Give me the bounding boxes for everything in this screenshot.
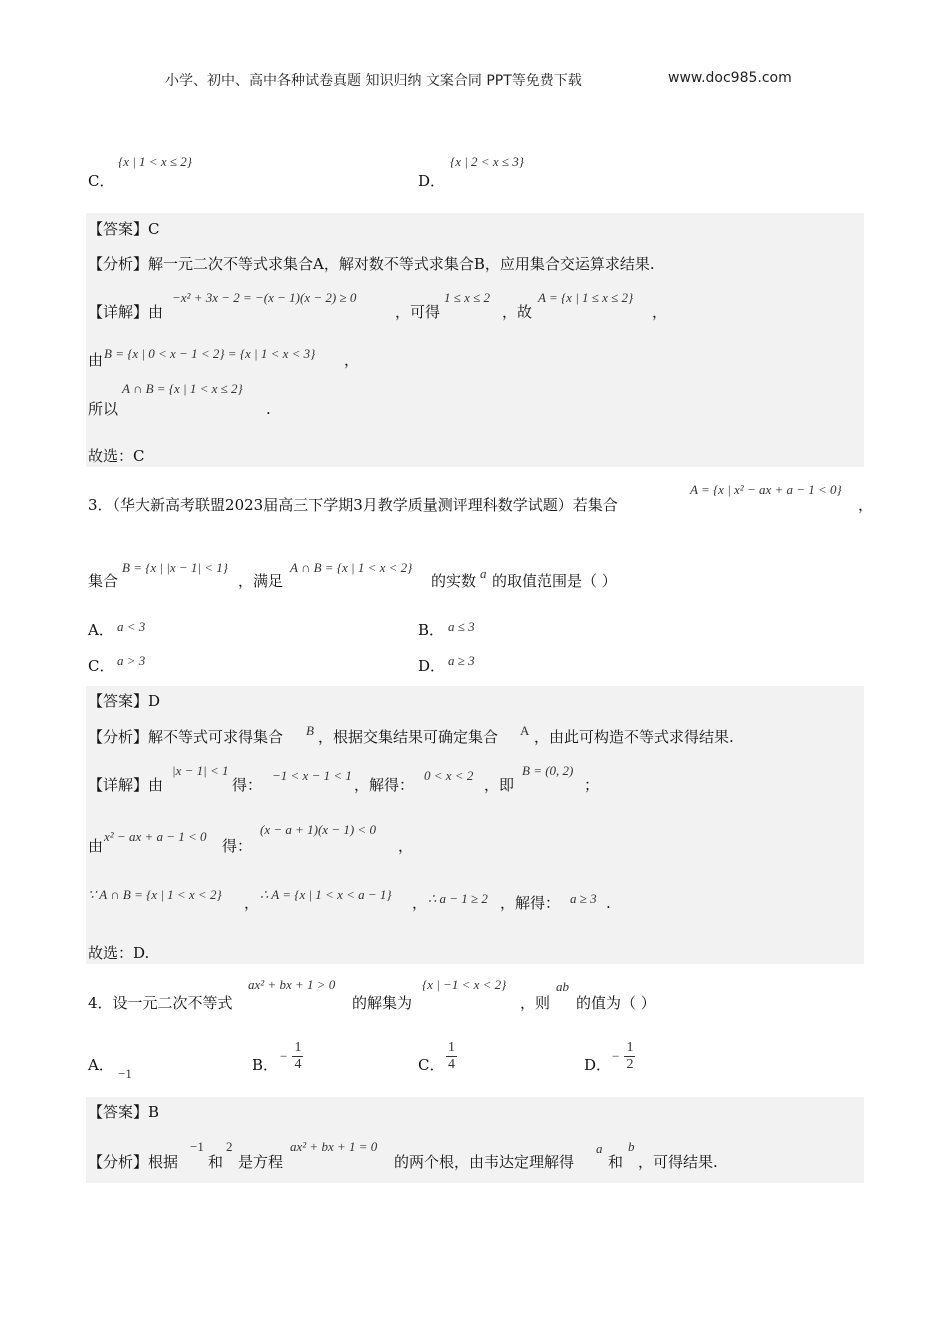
q4-option-a-math: −1 <box>118 1066 132 1081</box>
q3-stem2-set-b: B = {x | |x − 1| < 1} <box>122 560 228 575</box>
q2-detail-text-3: ， <box>652 303 668 321</box>
q4-option-c-numerator: 1 <box>448 1040 455 1055</box>
q3-option-c-label: C． <box>88 657 115 675</box>
q4-analysis-text-2: 和 <box>208 1153 224 1171</box>
q2-detail-text-1: ，可得 <box>395 303 441 321</box>
q3-analysis-math-2: A <box>520 723 530 738</box>
q4-stem-math-1: ax² + bx + 1 > 0 <box>248 977 336 992</box>
q3-option-a-label: A． <box>88 621 114 639</box>
q3-detail3-text-1: ， <box>244 894 260 912</box>
q3-detail1-math-4: B = (0, 2) <box>522 763 574 778</box>
header-left-text: 小学、初中、高中各种试卷真题 知识归纳 文案合同 PPT等免费下载 <box>165 73 582 89</box>
q3-detail2-math-2: (x − a + 1)(x − 1) < 0 <box>260 822 376 837</box>
q2-detail-math-2: 1 ≤ x ≤ 2 <box>444 290 491 305</box>
q2-detail-math-1: −x² + 3x − 2 = −(x − 1)(x − 2) ≥ 0 <box>172 290 357 305</box>
q3-answer: 【答案】D <box>88 692 161 710</box>
q3-detail2-text-1: 由 <box>88 837 104 855</box>
q4-option-b-label: B． <box>252 1056 279 1074</box>
q3-detail3-text-3: ，解得： <box>500 894 561 912</box>
q3-option-a-math: a < 3 <box>117 619 146 634</box>
q4-option-d-numerator: 1 <box>626 1040 634 1055</box>
q3-detail3-text-2: ， <box>412 894 428 912</box>
q3-analysis-text-3: ，由此可构造不等式求得结果. <box>534 728 734 746</box>
q2-detail-label: 【详解】由 <box>88 303 164 321</box>
q3-detail1-text-4: ，即 <box>484 776 515 794</box>
q2-analysis: 【分析】解一元二次不等式求集合A，解对数不等式求集合B，应用集合交运算求结果. <box>88 255 655 273</box>
q4-analysis-math-4: a <box>596 1141 603 1156</box>
q3-detail3-text-4: . <box>606 894 611 912</box>
q2-detail-math-3: A = {x | 1 ≤ x ≤ 2} <box>538 290 634 305</box>
q2-line3-math: A ∩ B = {x | 1 < x ≤ 2} <box>122 381 243 396</box>
q3-detail3-math-1: ∵ A ∩ B = {x | 1 < x < 2} <box>88 887 222 902</box>
q4-stem-text-4: 的值为（ ） <box>576 994 656 1012</box>
q3-option-d-label: D． <box>418 657 446 675</box>
q3-detail1-math-2: −1 < x − 1 < 1 <box>272 768 352 783</box>
q4-analysis-text-3: 是方程 <box>238 1153 284 1171</box>
q3-stem2-text-2: ，满足 <box>238 572 284 590</box>
q4-option-b-sign: − <box>280 1048 288 1064</box>
q2-detail-text-2: ，故 <box>502 303 533 321</box>
q3-option-b-math: a ≤ 3 <box>448 619 475 634</box>
q4-stem-text-3: ，则 <box>520 994 551 1012</box>
q4-analysis-text-1: 【分析】根据 <box>88 1153 179 1171</box>
q4-option-d-fraction <box>612 1040 635 1073</box>
q3-detail1-text-2: 得： <box>232 776 263 794</box>
q3-detail2-text-2: 得： <box>222 837 253 855</box>
q4-analysis-math-1: −1 <box>190 1139 204 1154</box>
q3-detail3-math-4: a ≥ 3 <box>570 891 597 906</box>
q3-stem-line1: 3．（华大新高考联盟2023届高三下学期3月教学质量测评理科数学试题）若集合 <box>88 496 618 514</box>
q4-answer: 【答案】B <box>88 1103 160 1121</box>
q4-option-c-denominator: 4 <box>448 1057 455 1072</box>
q4-analysis-math-2: 2 <box>226 1139 233 1154</box>
q4-option-d-label: D． <box>584 1056 612 1074</box>
q3-analysis-text-2: ，根据交集结果可确定集合 <box>318 728 499 746</box>
q2-option-d-math: {x | 2 < x ≤ 3} <box>450 154 524 169</box>
q2-line2-end: ， <box>344 351 360 369</box>
q3-option-d-math: a ≥ 3 <box>448 653 475 668</box>
q4-option-b-fraction <box>280 1040 303 1073</box>
q2-option-d-label: D． <box>418 172 446 190</box>
q4-stem-text-2: 的解集为 <box>352 994 413 1012</box>
q3-analysis-text-1: 【分析】解不等式可求得集合 <box>88 728 284 746</box>
q2-option-c-label: C． <box>88 172 115 190</box>
q2-choose: 故选：C <box>88 447 145 465</box>
q2-line3-end: . <box>266 400 271 418</box>
q3-stem2-intersection: A ∩ B = {x | 1 < x < 2} <box>290 560 413 575</box>
header-website[interactable]: www.doc985.com <box>668 70 792 86</box>
q3-choose: 故选：D. <box>88 944 150 962</box>
q4-stem-math-2: {x | −1 < x < 2} <box>422 977 507 992</box>
q4-option-a-label: A． <box>88 1056 114 1074</box>
q3-stem2-text-1: 集合 <box>88 572 119 590</box>
q4-analysis-text-6: ，可得结果. <box>638 1153 718 1171</box>
q3-option-c-math: a > 3 <box>117 653 146 668</box>
q3-detail3-math-3: ∴ a − 1 ≥ 2 <box>428 891 488 906</box>
q2-line3-text: 所以 <box>88 400 119 418</box>
q4-option-b-denominator: 4 <box>294 1057 302 1072</box>
q2-option-c-math: {x | 1 < x ≤ 2} <box>118 154 192 169</box>
q3-detail1-text-5: ； <box>584 776 600 794</box>
q4-analysis-math-3: ax² + bx + 1 = 0 <box>290 1139 378 1154</box>
q4-analysis-text-5: 和 <box>608 1153 624 1171</box>
q2-line2-text: 由 <box>88 351 104 369</box>
q3-detail1-math-1: |x − 1| < 1 <box>172 763 229 778</box>
q3-stem-set-a: A = {x | x² − ax + a − 1 < 0} <box>690 482 842 497</box>
q4-option-d-sign: − <box>612 1048 620 1064</box>
q3-stem-line1-end: ， <box>858 496 874 514</box>
q2-answer: 【答案】C <box>88 220 160 238</box>
q4-stem-math-3: ab <box>556 979 569 994</box>
q4-option-c-fraction <box>446 1040 457 1073</box>
q3-analysis-math-1: B <box>306 723 314 738</box>
q3-stem2-var-a: a <box>480 566 487 581</box>
q3-stem2-text-4: 的取值范围是（ ） <box>492 572 617 590</box>
q2-solution-panel <box>86 213 864 467</box>
q3-option-b-label: B． <box>418 621 445 639</box>
q3-detail1-text-1: 【详解】由 <box>88 776 164 794</box>
q3-detail1-text-3: ，解得： <box>354 776 415 794</box>
q3-detail3-math-2: ∴ A = {x | 1 < x < a − 1} <box>260 887 392 902</box>
q3-stem2-text-3: 的实数 <box>431 572 477 590</box>
q3-detail2-text-3: ， <box>398 837 414 855</box>
q4-option-c-label: C． <box>418 1056 445 1074</box>
q4-option-b-numerator: 1 <box>294 1040 302 1055</box>
q2-line2-math: B = {x | 0 < x − 1 < 2} = {x | 1 < x < 3} <box>104 346 316 361</box>
q3-detail1-math-3: 0 < x < 2 <box>424 768 474 783</box>
q4-analysis-text-4: 的两个根，由韦达定理解得 <box>394 1153 575 1171</box>
q4-analysis-math-5: b <box>628 1139 635 1154</box>
q4-stem-text-1: 4．设一元二次不等式 <box>88 994 233 1012</box>
q3-detail2-math-1: x² − ax + a − 1 < 0 <box>104 829 207 844</box>
q4-option-d-denominator: 2 <box>626 1057 634 1072</box>
